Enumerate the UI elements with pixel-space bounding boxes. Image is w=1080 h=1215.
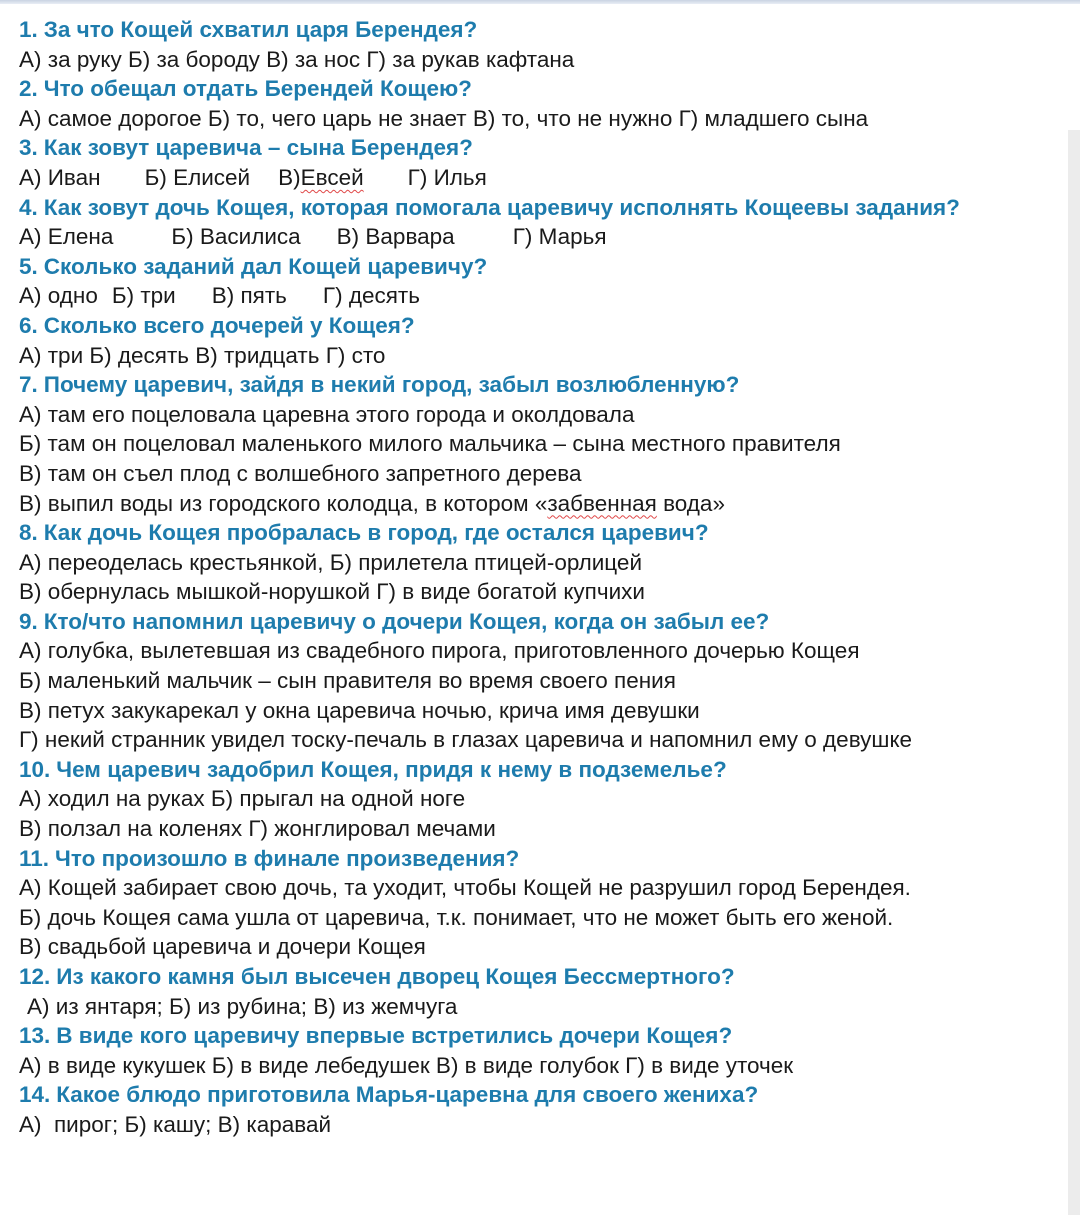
question-text: Чем царевич задобрил Кощея, придя к нему в подземелье? — [56, 756, 727, 782]
options-line — [19, 222, 1067, 252]
question-6 — [19, 311, 1009, 341]
answer-line: В) обернулась мышкой-норушкой Г) в виде богатой купчихи — [19, 579, 645, 605]
option-d: Г) Илья — [407, 164, 487, 190]
question-number: 9. — [19, 608, 38, 634]
options-line: А) из янтаря; Б) из рубина; В) из жемчуга — [27, 993, 458, 1019]
question-text: Что произошло в финале произведения? — [55, 845, 520, 871]
question-3 — [19, 133, 1009, 163]
option-c: В) пять — [211, 283, 287, 309]
answer-line: Г) некий странник увидел тоску-печаль в глазах царевича и напомнил ему о девушке — [19, 727, 913, 753]
answer-line: В) свадьбой царевича и дочери Кощея — [19, 934, 426, 960]
option-c: В) Варвара — [336, 224, 455, 250]
question-4 — [19, 193, 1009, 223]
quiz-document — [19, 15, 1067, 1140]
question-number: 14. — [19, 1082, 51, 1108]
question-10 — [19, 755, 1009, 785]
answer-line: В) петух закукарекал у окна царевича ночью, крича имя девушки — [19, 697, 700, 723]
question-number: 1. — [19, 17, 38, 42]
question-text: Сколько всего дочерей у Кощея? — [43, 312, 415, 338]
question-number: 3. — [19, 135, 38, 161]
question-8 — [19, 518, 1009, 548]
options-line — [19, 163, 1067, 193]
options-line — [19, 281, 1067, 311]
question-text: В виде кого царевичу впервые встретились дочери Кощея? — [56, 1023, 733, 1049]
answer-line: А) там его поцеловала царевна этого города и околдовала — [19, 401, 635, 427]
option-c-misspelled: Евсей — [300, 164, 364, 190]
option-a: А) Елена — [19, 224, 114, 250]
question-number: 12. — [19, 964, 51, 989]
question-number: 8. — [19, 520, 38, 546]
question-number: 11. — [19, 845, 50, 871]
options-line: А) три Б) десять В) тридцать Г) сто — [19, 342, 386, 368]
answer-line: А) ходил на руках Б) прыгал на одной ноге — [19, 786, 466, 812]
answer-line — [19, 489, 1067, 519]
answer-line: В) там он съел плод с волшебного запретного дерева — [19, 460, 582, 486]
answer-line: Б) дочь Кощея сама ушла от царевича, т.к. понимает, что не может быть его женой. — [19, 904, 894, 930]
question-5 — [19, 252, 1009, 282]
misspelled-word: забвенная — [547, 490, 657, 516]
option-d: Г) Марья — [512, 224, 607, 250]
answer-line: Б) маленький мальчик – сын правителя во время своего пения — [19, 668, 676, 694]
answer-line: В) ползал на коленях Г) жонглировал мечами — [19, 816, 496, 842]
question-text: За что Кощей схватил царя Берендея? — [43, 17, 478, 42]
options-line: А) в виде кукушек Б) в виде лебедушек В) в виде голубок Г) в виде уточек — [19, 1052, 794, 1078]
answer-line-start: В) выпил воды из городского колодца, в котором « — [19, 490, 548, 516]
answer-line: А) Кощей забирает свою дочь, та уходит, чтобы Кощей не разрушил город Берендея. — [19, 875, 911, 901]
question-text: Как дочь Кощея пробралась в город, где остался царевич? — [43, 520, 709, 546]
question-14 — [19, 1080, 1009, 1110]
question-text: Какое блюдо приготовила Марья-царевна для своего жениха? — [56, 1082, 759, 1108]
question-7 — [19, 370, 1009, 400]
question-1 — [19, 15, 1009, 45]
option-b: Б) Елисей — [144, 164, 251, 190]
question-number: 2. — [19, 76, 38, 102]
question-11 — [19, 844, 1009, 874]
question-9 — [19, 607, 1009, 637]
question-text: Почему царевич, зайдя в некий город, забыл возлюбленную? — [43, 372, 740, 398]
question-2 — [19, 74, 1009, 104]
question-12 — [19, 962, 1009, 992]
option-a: А) одно — [19, 283, 98, 309]
question-text: Как зовут дочь Кощея, которая помогала царевичу исполнять Кощеевы задания? — [43, 194, 960, 220]
answer-line: Б) там он поцеловал маленького милого мальчика – сына местного правителя — [19, 431, 841, 457]
option-a: А) Иван — [19, 164, 101, 190]
question-number: 13. — [19, 1023, 51, 1049]
question-text: Кто/что напомнил царевичу о дочери Кощея, когда он забыл ее? — [43, 608, 770, 634]
question-text: Сколько заданий дал Кощей царевичу? — [43, 253, 488, 279]
answer-line: А) голубка, вылетевшая из свадебного пирога, приготовленного дочерью Кощея — [19, 638, 860, 664]
option-c-label: В) — [278, 164, 301, 190]
options-line: А) пирог; Б) кашу; В) каравай — [19, 1111, 332, 1137]
option-d: Г) десять — [322, 283, 420, 309]
question-number: 7. — [19, 372, 38, 398]
question-text: Что обещал отдать Берендей Кощею? — [43, 76, 472, 102]
question-13 — [19, 1021, 1009, 1051]
scrollbar[interactable] — [1068, 130, 1080, 1215]
options-line: А) за руку Б) за бороду В) за нос Г) за рукав кафтана — [19, 46, 575, 72]
options-line: А) самое дорогое Б) то, чего царь не знает В) то, что не нужно Г) младшего сына — [19, 105, 869, 131]
answer-line: А) переоделась крестьянкой, Б) прилетела птицей-орлицей — [19, 549, 643, 575]
question-number: 4. — [19, 194, 38, 220]
top-border — [0, 0, 1080, 4]
answer-line-end: вода» — [656, 490, 725, 516]
question-number: 6. — [19, 312, 38, 338]
question-number: 5. — [19, 253, 38, 279]
question-number: 10. — [19, 756, 51, 782]
option-b: Б) три — [111, 283, 176, 309]
question-text: Из какого камня был высечен дворец Кощея Бессмертного? — [56, 964, 735, 989]
question-text: Как зовут царевича – сына Берендея? — [43, 135, 473, 161]
option-b: Б) Василиса — [171, 224, 301, 250]
